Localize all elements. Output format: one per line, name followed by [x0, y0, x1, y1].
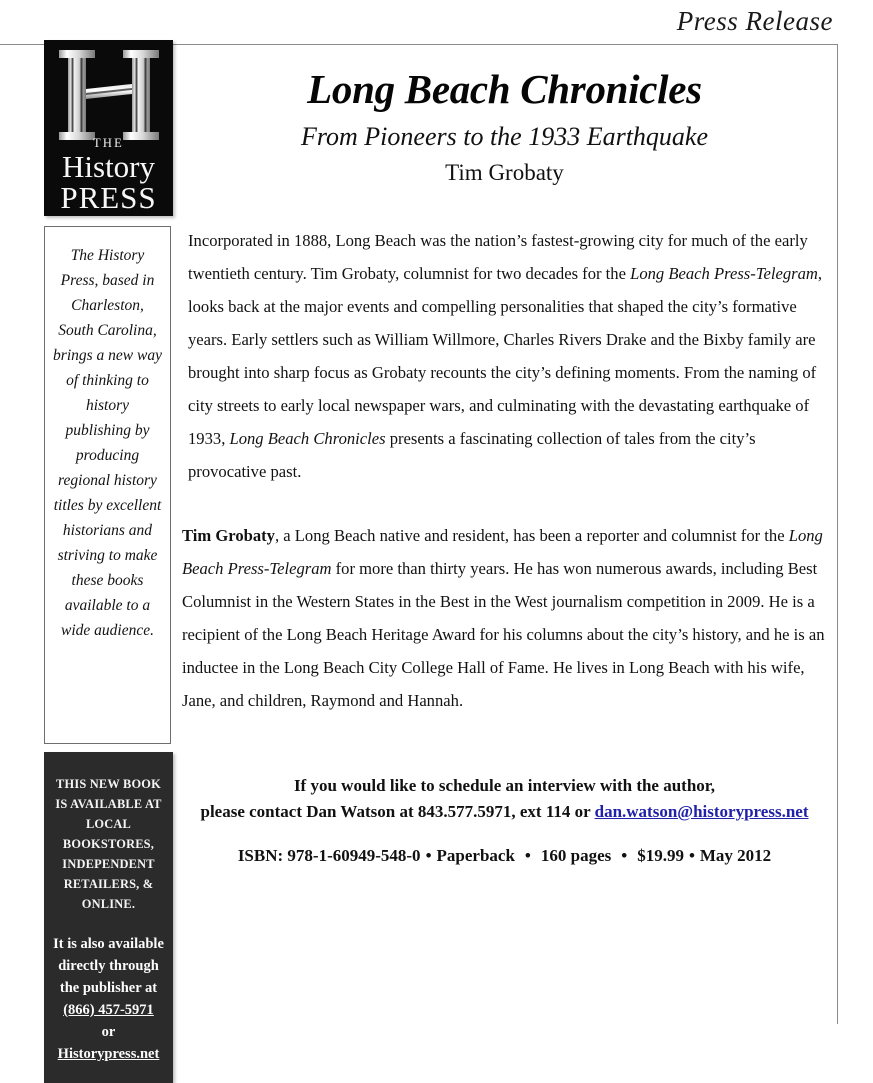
bullet-separator-3: •	[621, 846, 628, 865]
book-details-line	[182, 846, 827, 866]
book-title: Long Beach Chronicles	[307, 66, 702, 112]
publisher-website-link[interactable]: Historypress.net	[57, 1046, 160, 1062]
left-sidebar	[44, 40, 173, 1083]
contact-email-link[interactable]: dan.watson@historypress.net	[594, 802, 809, 821]
bullet-separator-4: •	[688, 846, 695, 865]
author-bio-name: Tim Grobaty	[182, 526, 275, 545]
contact-line-2-text: please contact Dan Watson at 843.577.5971, ext 114 or	[200, 802, 595, 821]
author-bio-italic-newspaper: Long Beach Press-Telegram	[182, 526, 823, 578]
book-subtitle: From Pioneers to the 1933 Earthquake	[300, 122, 709, 151]
description-italic-book-title: Long Beach Chronicles	[229, 429, 386, 448]
contact-line-2	[182, 799, 827, 825]
publisher-phone-link[interactable]: (866) 457-5971	[63, 1002, 154, 1018]
availability-body	[51, 933, 166, 1065]
publisher-blurb-box	[44, 226, 171, 744]
release-date-value: May 2012	[699, 846, 772, 865]
contact-line-1: If you would like to schedule an interview with the author,	[293, 776, 716, 795]
logo-the-text: THE	[93, 136, 124, 150]
bullet-separator-1: •	[425, 846, 432, 865]
description-text-part-1: Incorporated in 1888, Long Beach was the nation’s fastest-growing city for much of the early twentieth century. Tim Grobaty, columnist for two decades for the	[188, 231, 808, 283]
description-text-part-3: presents a fascinating collection of tales from the city’s provocative past.	[188, 429, 756, 481]
description-paragraph	[182, 224, 827, 488]
description-text-part-2: , looks back at the major events and compelling personalities that shaped the city’s formative years. Early settlers such as William Willmore, Charles Rivers Drake and the Bixby family are brought into sharp focus as Grobaty recounts the city’s defining moments. From the naming of city streets to early local newspaper wars, and culminating with the devastating earthquake of 1933,	[188, 264, 823, 448]
author-bio-text-part-2: for more than thirty years. He has won numerous awards, including Best Columnist in the Western States in the Best in the West journalism competition in 2009. He is a recipient of the Long Beach Heritage Award for his columns about the city’s history, and he is an inductee in the Long Beach City College Hall of Fame. He lives in Long Beach with his wife, Jane, and children, Raymond and Hannah.	[182, 559, 825, 710]
availability-or-text: or	[101, 1024, 116, 1040]
press-release-label: Press Release	[676, 6, 833, 36]
author-bio-text-part-1: , a Long Beach native and resident, has been a reporter and columnist for the	[274, 526, 789, 545]
page-count-value: 160 pages	[540, 846, 612, 865]
author-bio-paragraph	[182, 519, 827, 717]
logo-press-text: PRESS	[60, 180, 157, 215]
history-press-logo	[44, 40, 173, 216]
price-value: $19.99	[637, 846, 684, 865]
bullet-separator-2: •	[524, 846, 531, 865]
description-italic-newspaper: Long Beach Press-Telegram	[630, 264, 818, 283]
availability-caps-text: THIS NEW BOOK IS AVAILABLE AT LOCAL BOOKSTORES, INDEPENDENT RETAILERS, & ONLINE.	[55, 777, 162, 911]
page-frame-right-rule	[837, 44, 838, 1024]
availability-box	[44, 752, 173, 1083]
contact-block	[182, 773, 827, 825]
format-value: Paperback	[436, 846, 515, 865]
availability-body-text: It is also available directly through the publisher at	[53, 936, 164, 996]
h-monogram-icon	[44, 42, 173, 142]
logo-history-text: History	[62, 149, 155, 184]
publisher-blurb-text: The History Press, based in Charleston, South Carolina, brings a new way of thinking to history publishing by producing regional history titles by excellent historians and striving to make these books available to a wide audience.	[53, 247, 162, 639]
body-copy	[182, 224, 827, 717]
book-author: Tim Grobaty	[445, 160, 564, 185]
main-content	[182, 64, 827, 866]
isbn-value: ISBN: 978-1-60949-548-0	[237, 846, 421, 865]
